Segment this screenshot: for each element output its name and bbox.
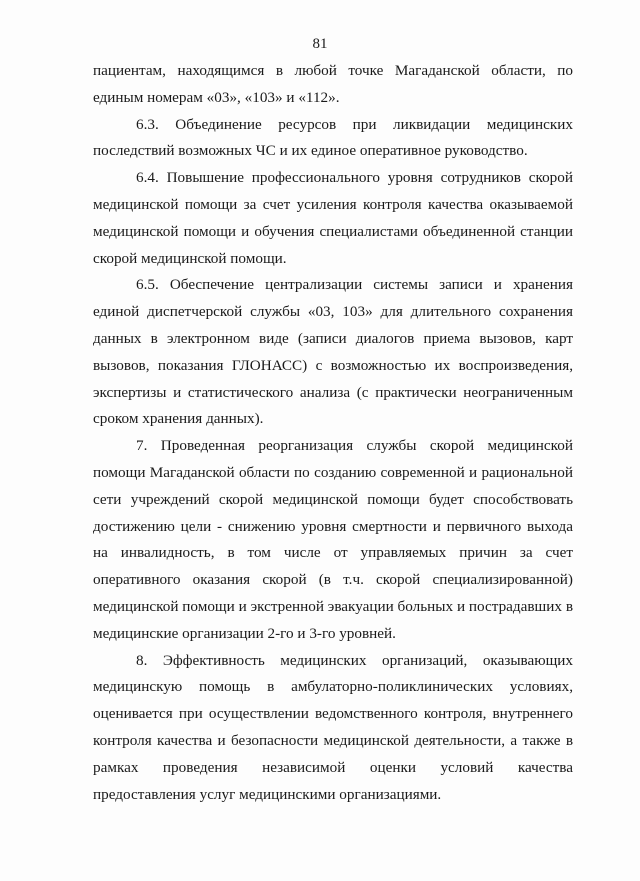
document-body [93,58,573,808]
paragraph-item-7: 7. Проведенная реорганизация службы скорой медицинской помощи Магаданской области по созданию современной и рациональной сети учреждений скорой медицинской помощи будет способствовать достижению цели - снижению уровня смертности и первичного выхода на инвалидность, в том числе от управляемых причин за счет оперативного оказания скорой (в т.ч. скорой специализированной) медицинской помощи и экстренной эвакуации больных и пострадавших в медицинские организации 2-го и 3-го уровней. [93,437,573,642]
paragraph-item-6-4: 6.4. Повышение профессионального уровня сотрудников скорой медицинской помощи за счет усиления контроля качества оказываемой медицинской помощи и обучения специалистами объединенной станции скорой медицинской помощи. [93,169,573,267]
paragraph-item-6-5: 6.5. Обеспечение централизации системы записи и хранения единой диспетчерской службы «03, 103» для длительного сохранения данных в электронном виде (записи диалогов приема вызовов, карт вызовов, показания ГЛОНАСС) с возможностью их воспроизведения, экспертизы и статистического анализа (с практически неограниченным сроком хранения данных). [93,276,573,428]
paragraph-item-8: 8. Эффективность медицинских организаций, оказывающих медицинскую помощь в амбулаторно-поликлинических условиях, оценивается при осуществлении ведомственного контроля, внутреннего контроля качества и безопасности медицинской деятельности, а также в рамках проведения независимой оценки условий качества предоставления услуг медицинскими организациями. [93,651,573,803]
page-number: 81 [312,36,328,52]
paragraph-item-6-3: 6.3. Объединение ресурсов при ликвидации медицинских последствий возможных ЧС и их единое оперативное руководство. [93,115,573,160]
paragraph-continuation: пациентам, находящимся в любой точке Магаданской области, по единым номерам «03», «103» и «112». [93,62,573,106]
